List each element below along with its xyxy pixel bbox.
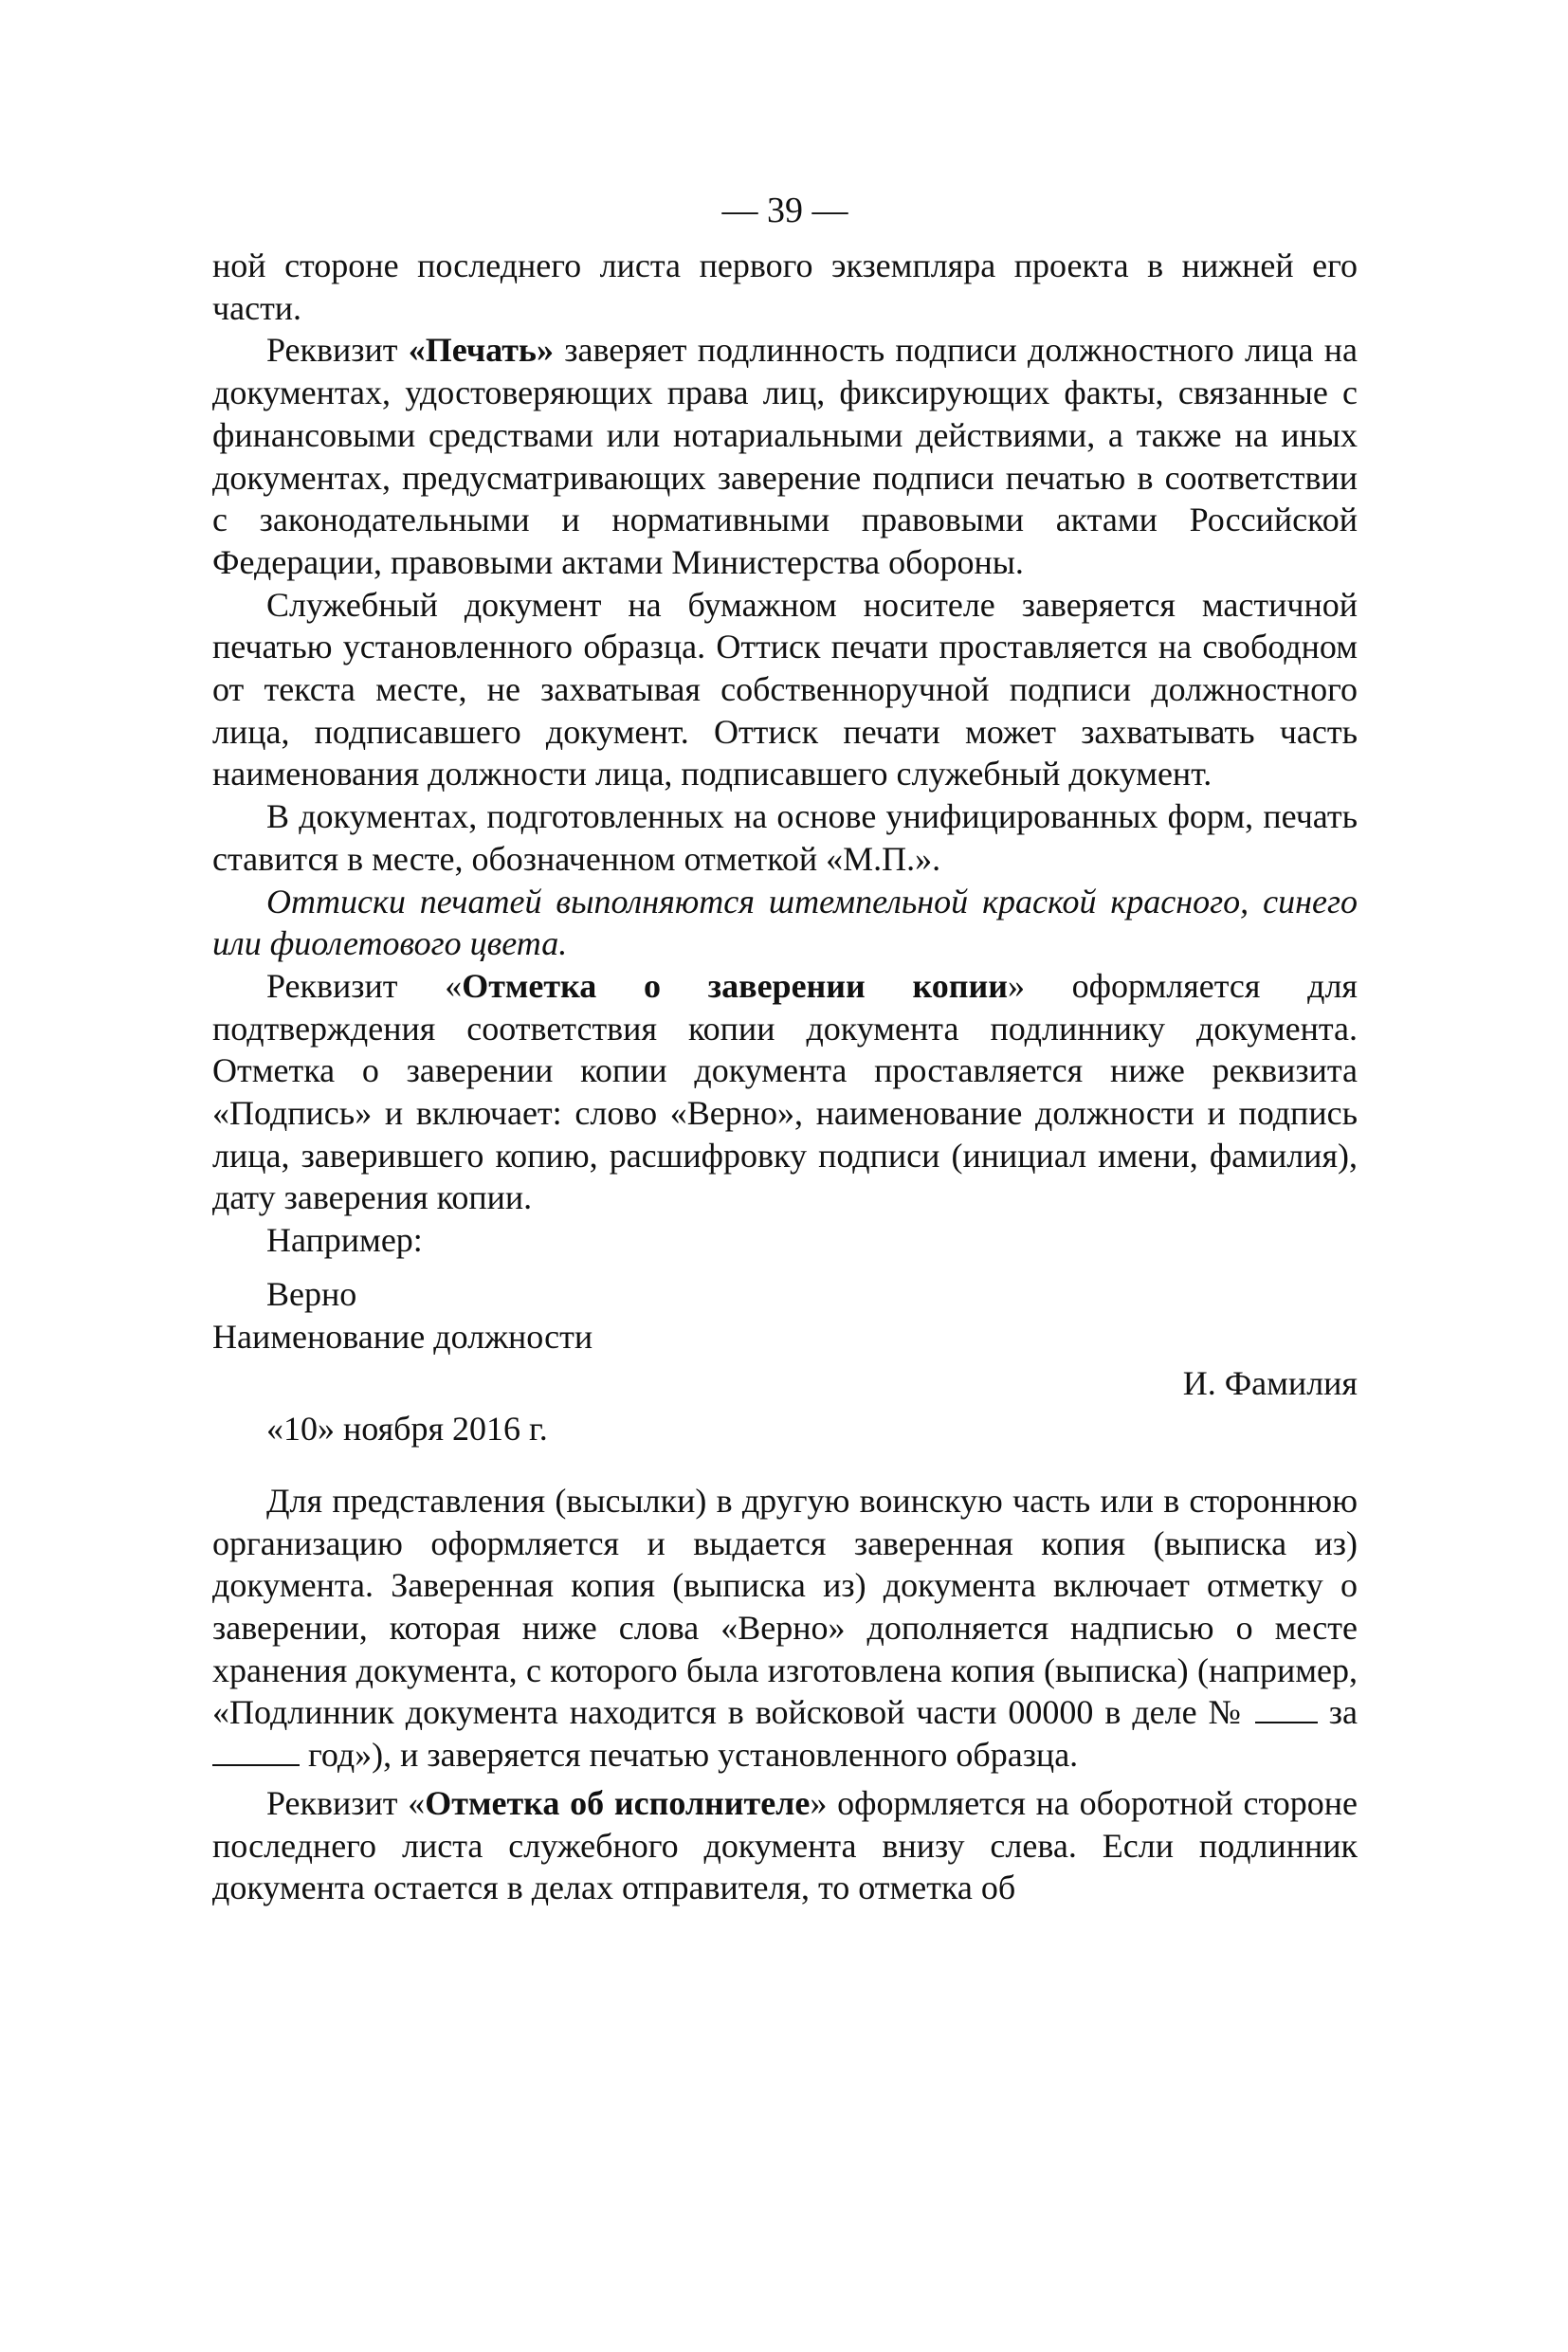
paragraph-text: » оформляется для подтверждения соответствия копии документа подлиннику документа. Отметка о заверении копии документа проставляется ниже реквизита «Подпись» и включает: слово «Верно», наименование должности и подпись лица, заверившего копию, расшифровку подписи (инициал имени, фамилия), дату заверения копии. xyxy=(212,966,1358,1217)
paragraph-certified-copy xyxy=(212,1480,1358,1777)
paragraph-text: Для представления (высылки) в другую воинскую часть или в стороннюю организацию оформляется и выдается заверенная копия (выписка из) документа. Заверенная копия (выписка из) документа включает отметку о заверении, которая ниже слова «Верно» дополняется надписью о месте хранения документа, с которого была изготовлена копия (выписка) (например, «Подлинник документа находится в войсковой части 00000 в деле № xyxy=(212,1481,1358,1732)
example-name: И. Фамилия xyxy=(1182,1363,1358,1402)
requisite-name-stamp: «Печать» xyxy=(408,331,554,370)
paragraph-stamp-ink: Оттиски печатей выполняются штемпельной краской красного, синего или фиолетового цвета. xyxy=(212,882,1358,963)
paragraph-text: заверяет подлинность подписи должностного лица на документах, удостоверяющих права лиц, фиксирующих факты, связанные с финансовыми средствами или нотариальными действиями, а также на иных документах, предусматривающих заверение подписи печатью в соответствии с законодательными и нормативными правовыми актами Российской Федерации, правовыми актами Министерства обороны. xyxy=(212,331,1358,581)
paragraph-text: год»), и заверяется печатью установленного образца. xyxy=(300,1736,1079,1775)
paragraph-prefix: Реквизит « xyxy=(266,966,463,1005)
example-verno: Верно xyxy=(266,1274,357,1313)
example-position: Наименование должности xyxy=(212,1317,593,1356)
paragraph-copy-certification xyxy=(212,965,1358,1219)
blank-year xyxy=(212,1738,300,1766)
requisite-name-copy-certification: Отметка о заверении копии xyxy=(462,966,1008,1005)
paragraph-prefix: Реквизит xyxy=(266,331,409,370)
paragraph-unified-forms: В документах, подготовленных на основе унифицированных форм, печать ставится в месте, обозначенном отметкой «М.П.». xyxy=(212,797,1358,878)
paragraph-example-label: Например: xyxy=(266,1221,423,1260)
paragraph-executor-mark xyxy=(212,1782,1358,1909)
paragraph-stamp-requisite xyxy=(212,329,1358,583)
paragraph-continuation: ной стороне последнего листа первого экземпляра проекта в нижней его части. xyxy=(212,246,1358,327)
example-date: «10» ноября 2016 г. xyxy=(266,1409,548,1448)
document-body xyxy=(212,245,1358,1909)
blank-case-number xyxy=(1255,1695,1318,1723)
paragraph-text: за xyxy=(1317,1693,1358,1732)
paragraph-prefix: Реквизит « xyxy=(266,1783,426,1822)
requisite-name-executor-mark: Отметка об исполнителе xyxy=(425,1783,811,1822)
paragraph-text: » оформляется на оборотной стороне последнего листа служебного документа внизу слева. Если подлинник документа остается в делах отправителя, то отметка об xyxy=(212,1783,1358,1907)
certification-example xyxy=(212,1273,1358,1453)
page-number: — 39 — xyxy=(721,191,848,230)
paragraph-official-document-stamp: Служебный документ на бумажном носителе заверяется мастичной печатью установленного образца. Оттиск печати проставляется на свободном от текста месте, не захватывая собственноручной подписи должностного лица, подписавшего документ. Оттиск печати может захватывать часть наименования должности лица, подписавшего служебный документ. xyxy=(212,585,1358,793)
